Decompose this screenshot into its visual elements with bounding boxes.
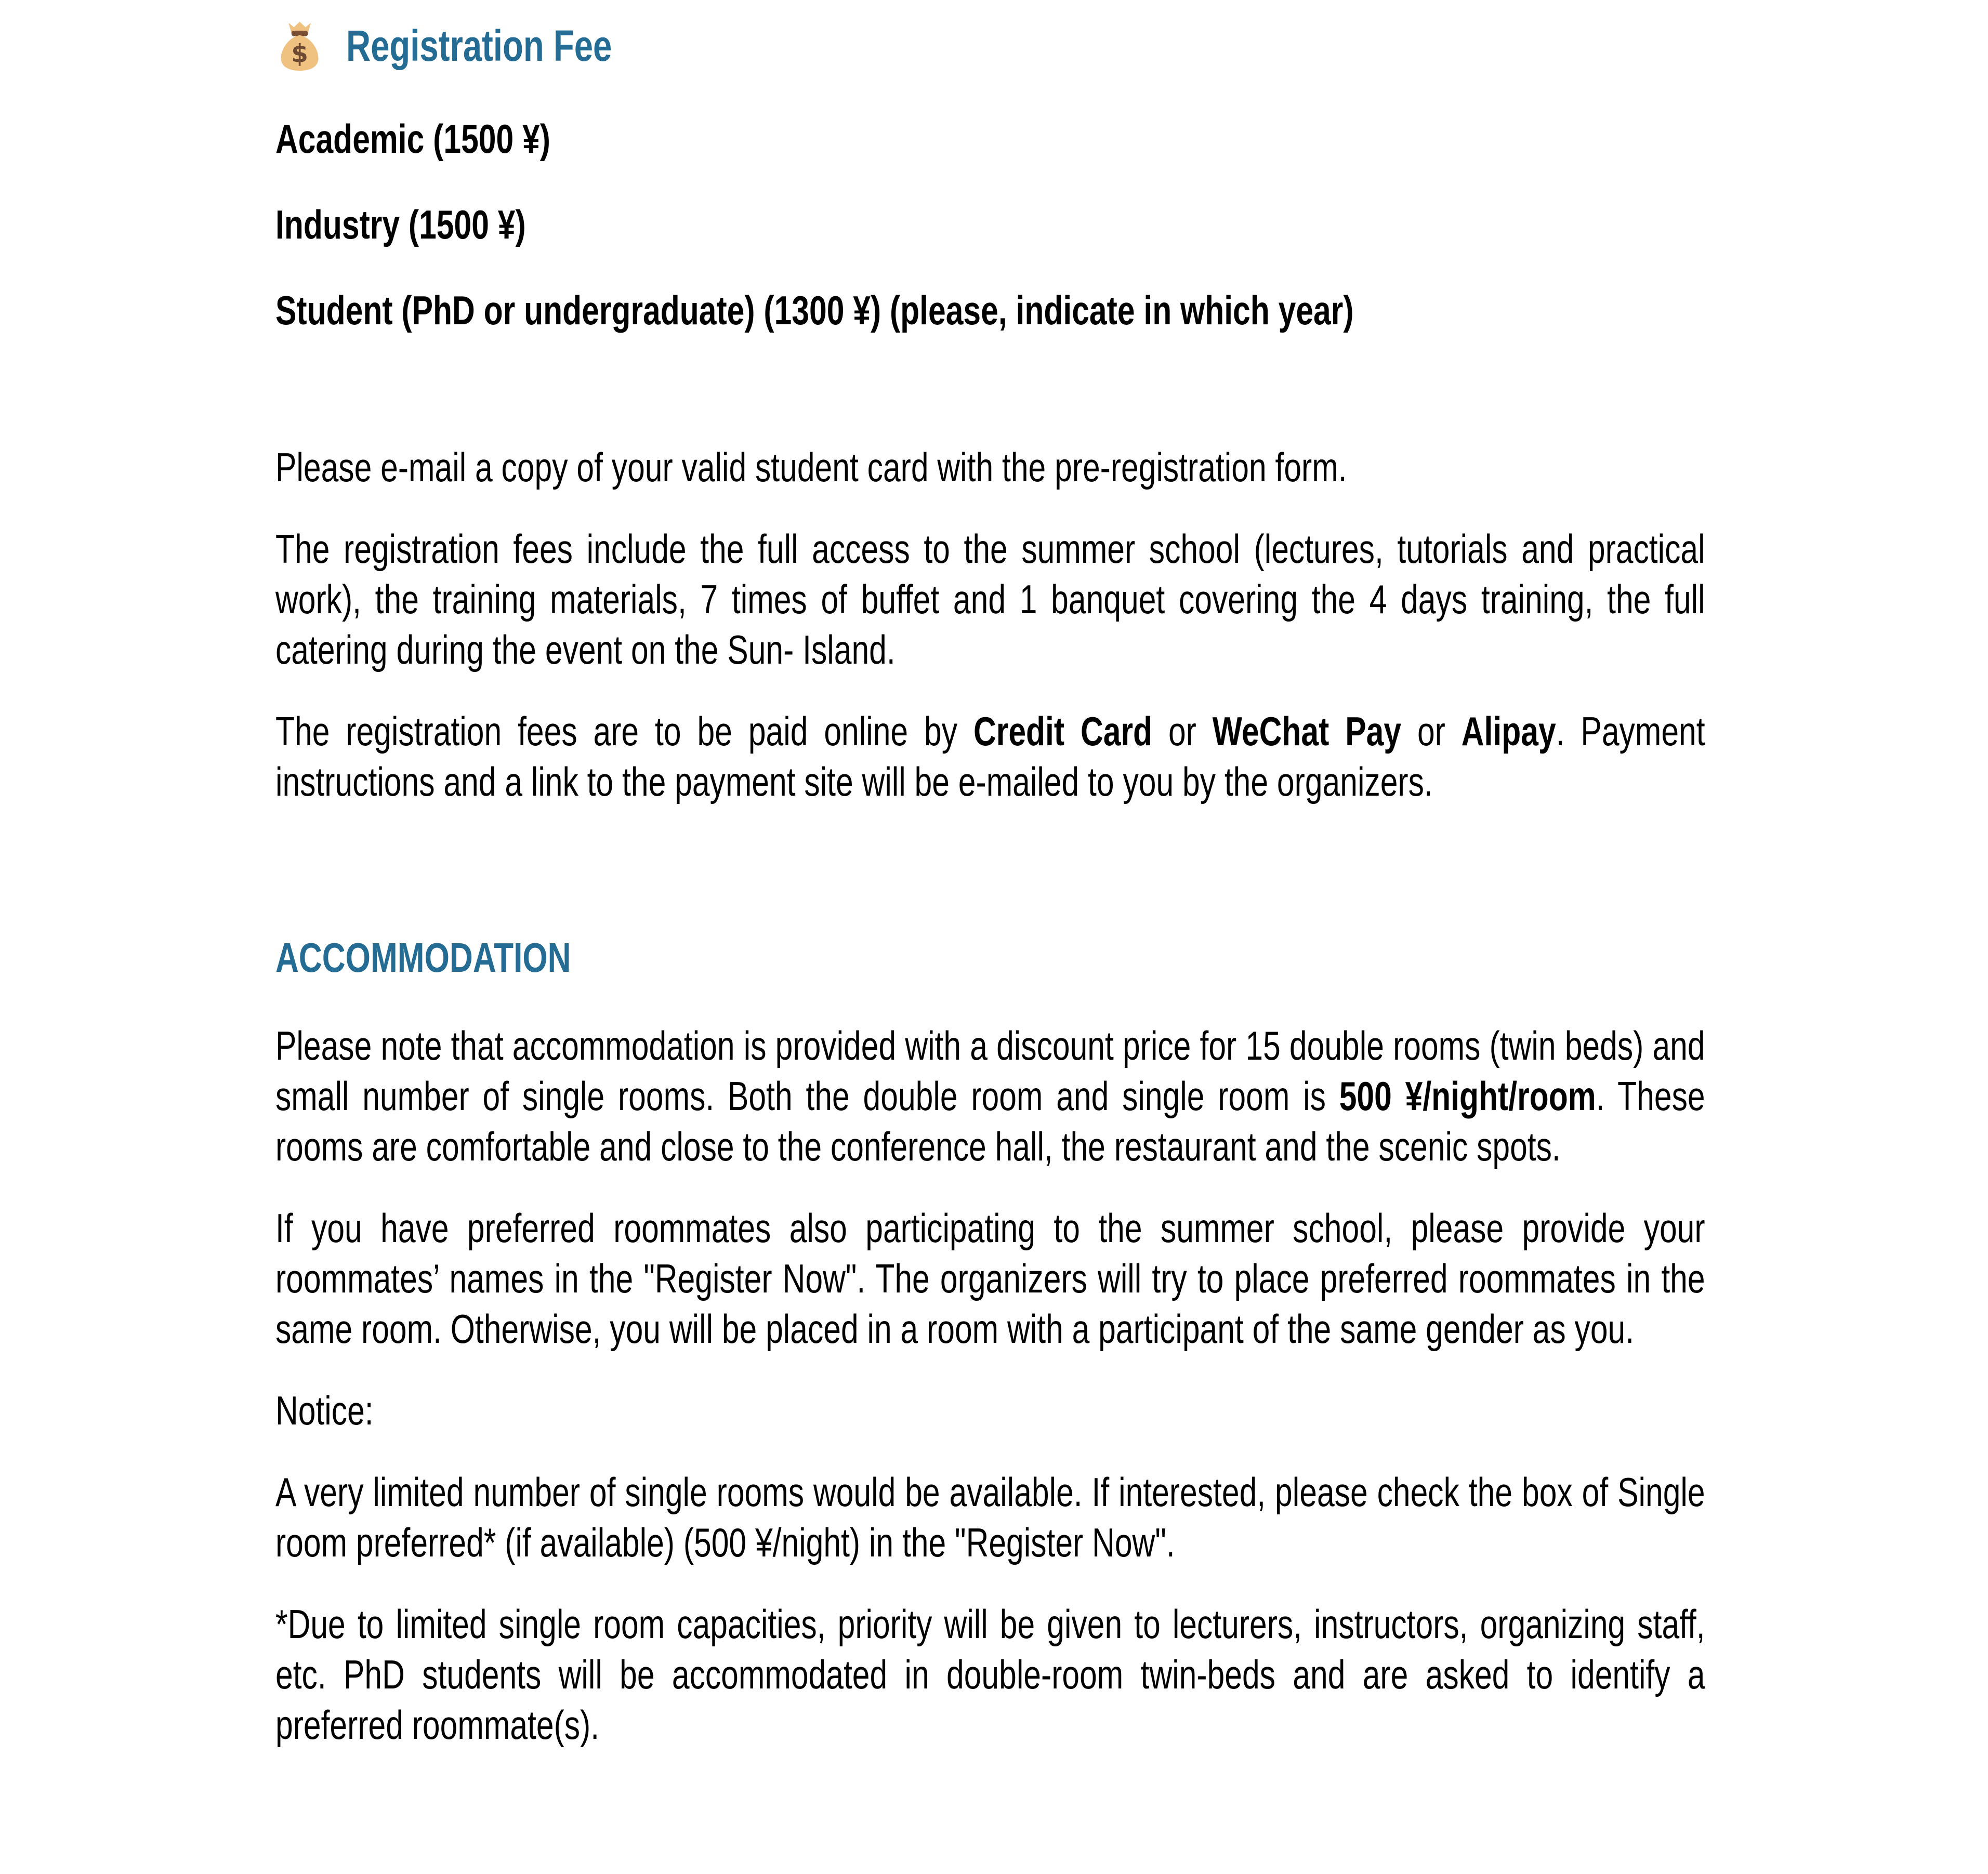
fee-line-academic: Academic (1500 ¥) [275, 116, 550, 162]
payment-methods-paragraph: The registration fees are to be paid online by Credit Card or WeChat Pay or Alipay. Payment instructions and a link to the payment site will be e-mailed to you by the organizers. [275, 708, 1705, 804]
blank-line [275, 371, 1988, 421]
registration-fee-heading [275, 18, 1705, 73]
student-card-note: Please e-mail a copy of your valid student card with the pre-registration form. [275, 444, 1347, 490]
svg-text:$: $ [291, 39, 308, 69]
single-room-availability-paragraph: A very limited number of single rooms would be available. If interested, please check the box of Single room preferred* (if available) (500 ¥/night) in the "Register Now". [275, 1469, 1705, 1565]
accommodation-pricing-paragraph: Please note that accommodation is provided with a discount price for 15 double rooms (twin beds) and small number of single rooms. Both the double room and single room is 500 ¥/night/room. These rooms are comfortable and close to the conference hall, the restaurant and the scenic spots. [275, 1023, 1705, 1169]
fee-line-student: Student (PhD or undergraduate) (1300 ¥) (please, indicate in which year) [275, 287, 1354, 333]
fee-line-industry: Industry (1500 ¥) [275, 202, 526, 247]
registration-fee-heading-text: Registration Fee [346, 21, 612, 70]
single-room-priority-paragraph: *Due to limited single room capacities, priority will be given to lecturers, instructors, organizing staff, etc. PhD students will be accommodated in double-room twin-beds and are asked to identify a preferred roommate(s). [275, 1601, 1705, 1748]
accommodation-heading: ACCOMMODATION [275, 934, 571, 981]
preferred-roommates-paragraph: If you have preferred roommates also participating to the summer school, please provide your roommates’ names in the "Register Now". The organizers will try to place preferred roommates in the same room. Otherwise, you will be placed in a room with a participant of the same gender as you. [275, 1205, 1705, 1352]
money-bag-icon [275, 20, 324, 72]
fees-include-paragraph: The registration fees include the full access to the summer school (lectures, tutorials and practical work), the training materials, 7 times of buffet and 1 banquet covering the 4 days training, the full catering during the event on the Sun- Island. [275, 526, 1705, 672]
notice-label: Notice: [275, 1388, 374, 1433]
